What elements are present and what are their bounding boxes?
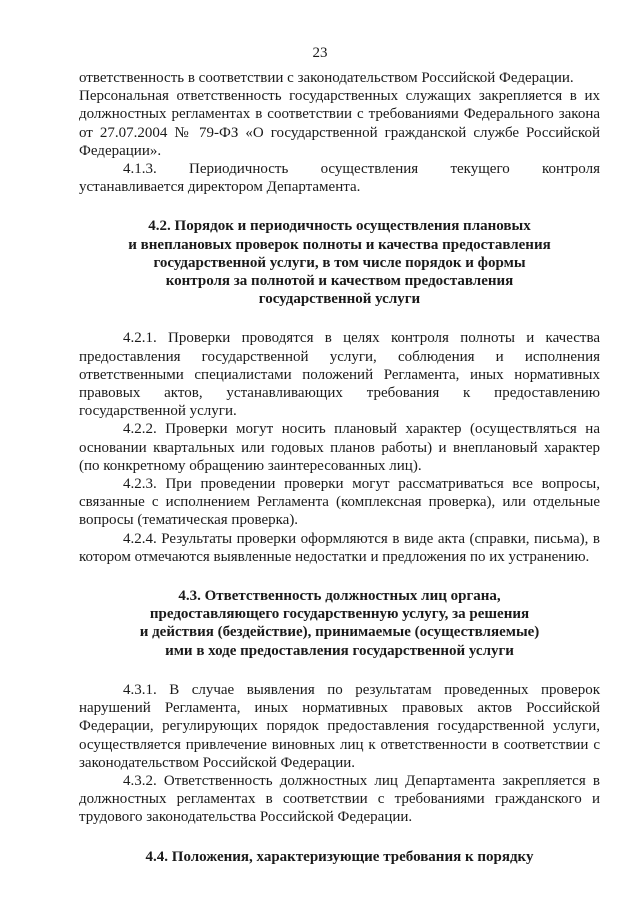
clause-4-1-3-line-1: 4.1.3. Периодичность осуществления текущего контроля [123,161,600,178]
section-4-3-heading-line: 4.3. Ответственность должностных лиц органа, [178,588,501,605]
section-4-2-heading-line: и внеплановых проверок полноты и качества предоставления [128,236,551,253]
clause-4-2-1: 4.2.1. Проверки проводятся в целях контроля полноты и качества предоставления государственной услуги, соблюдения и исполнения ответственными специалистами положений Регламента, иных нормативных правовых актов, устанавливающих требования к предоставлению государственной услуги. [79,330,600,420]
clause-4-3-1: 4.3.1. В случае выявления по результатам проведенных проверок нарушений Регламента, иных нормативных правовых актов Российской Федерации, регулирующих порядок предоставления государственной услуги, осуществляется привлечение виновных лиц к ответственности в соответствии с законодательством Российской Федерации. [79,681,600,771]
section-4-3-heading-line: и действия (бездействие), принимаемые (осуществляемые) [139,624,540,641]
section-4-2-heading [79,217,600,308]
section-4-2-heading-line: государственной услуги, в том числе порядок и формы [153,254,526,271]
section-4-4-heading [79,848,600,866]
clause-4-2-2: 4.2.2. Проверки могут носить плановый характер (осуществляться на основании квартальных или годовых планов работы) и внеплановый характер (по конкретному обращению заинтересованных лиц). [79,421,600,474]
section-4-2-heading-line: контроля за полнотой и качеством предоставления [165,273,514,290]
clause-4-2-3: 4.2.3. При проведении проверки могут рассматриваться все вопросы, связанные с исполнением Регламента (комплексная проверка), или отдельные вопросы (тематическая проверка). [79,476,600,529]
intro-paragraph-2: Персональная ответственность государственных служащих закрепляется в их должностных регламентах в соответствии с требованиями Федерального закона от 27.07.2004 № 79-ФЗ «О государственной гражданской службе Российской Федерации». [79,88,600,159]
page-content [79,69,600,866]
clause-4-3-2: 4.3.2. Ответственность должностных лиц Департамента закрепляется в должностных регламентах в соответствии с требованиями гражданского и трудового законодательства Российской Федерации. [79,772,600,826]
page-number: 23 [312,45,328,61]
intro-paragraph-1: ответственность в соответствии с законодательством Российской Федерации. [79,70,574,86]
section-4-3-heading-line: ими в ходе предоставления государственной услуги [165,642,514,659]
clause-4-1-3-line-2: устанавливается директором Департамента. [79,179,361,196]
section-4-2-heading-line: государственной услуги [258,291,421,308]
section-4-4-heading-line: 4.4. Положения, характеризующие требования к порядку [145,848,534,865]
clause-4-2-4: 4.2.4. Результаты проверки оформляются в виде акта (справки, письма), в котором отмечаются выявленные недостатки и предложения по их устранению. [79,530,600,565]
section-4-3-heading-line: предоставляющего государственную услугу, за решения [149,606,530,623]
section-4-2-heading-line: 4.2. Порядок и периодичность осуществления плановых [148,218,531,235]
section-4-3-heading [79,587,600,660]
